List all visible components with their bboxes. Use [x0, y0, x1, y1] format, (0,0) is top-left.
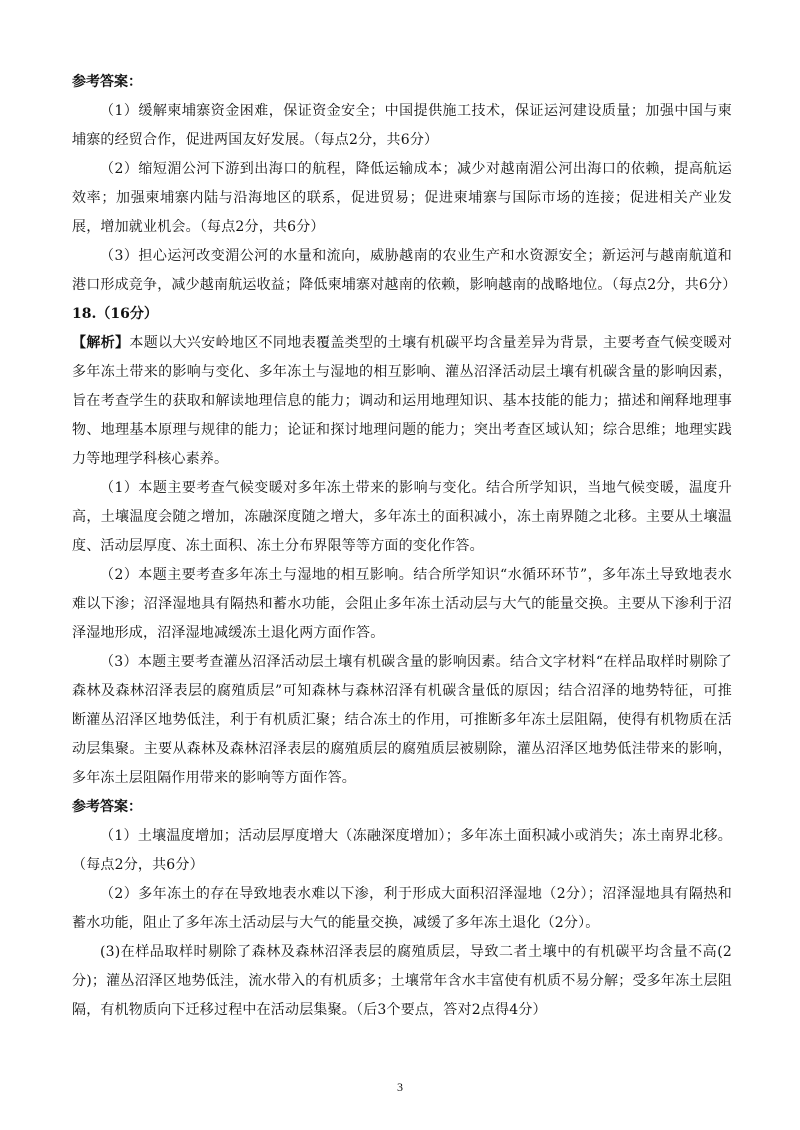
- section-b-answer-1: （1）土壤温度增加；活动层厚度增大（冻融深度增加）；多年冻土面积减小或消失；冻土南界北移。（每点2分，共6分）: [72, 828, 732, 873]
- section-a-answer-2: （2）缩短湄公河下游到出海口的航程，降低运输成本；减少对越南湄公河出海口的依赖，提高航运效率；加强柬埔寨内陆与沿海地区的联系，促进贸易；促进柬埔寨与国际市场的连接；促进相关产业发展，增加就业机会。（每点2分，共6分）: [72, 161, 732, 235]
- analysis-tag: 【解析】: [72, 335, 130, 351]
- section-b-answer-2: （2）多年冻土的存在导致地表水难以下渗，利于形成大面积沼泽湿地（2分）；沼泽湿地具有隔热和蓄水功能，阻止了多年冻土活动层与大气的能量交换，减缓了多年冻土退化（2分）。: [72, 886, 732, 931]
- page-number: 3: [397, 1080, 403, 1094]
- analysis-intro: [72, 329, 732, 474]
- analysis-item-2: （2）本题主要考查多年冻土与湿地的相互影响。结合所学知识“水循环环节”，多年冻土导致地表水难以下渗；沼泽湿地具有隔热和蓄水功能，会阻止多年冻土活动层与大气的能量交换。主要从下渗利于沼泽湿地形成，沼泽湿地减缓冻土退化两方面作答。: [72, 567, 732, 641]
- section-b-answer-3: (3)在样品取样时剔除了森林及森林沼泽表层的腐殖质层，导致二者土壤中的有机碳平均含量不高(2分)；灌丛沼泽区地势低洼，流水带入的有机质多；土壤常年含水丰富使有机质不易分解；受多年冻土层阻隔，有机物质向下迁移过程中在活动层集聚。（后3个要点，答对2点得4分）: [72, 944, 732, 1018]
- question-18-heading: 18.（16分）: [72, 306, 158, 322]
- answer-page: [72, 68, 737, 1025]
- analysis-item-3: （3）本题主要考查灌丛沼泽活动层土壤有机碳含量的影响因素。结合文字材料“在样品取样时剔除了森林及森林沼泽表层的腐殖质层”可知森林与森林沼泽有机碳含量低的原因；结合沼泽的地势特征，可推断灌丛沼泽区地势低洼，利于有机质汇聚；结合冻土的作用，可推断多年冻土层阻隔，使得有机物质在活动层集聚。主要从森林及森林沼泽表层的腐殖质层的腐殖质层被剔除，灌丛沼泽区地势低洼带来的影响，多年冻土层阻隔作用带来的影响等方面作答。: [72, 654, 732, 786]
- section-a-answer-1: （1）缓解柬埔寨资金困难，保证资金安全；中国提供施工技术，保证运河建设质量；加强中国与柬埔寨的经贸合作，促进两国友好发展。（每点2分，共6分）: [72, 103, 732, 148]
- section-a-answer-3: （3）担心运河改变湄公河的水量和流向，威胁越南的农业生产和水资源安全；新运河与越南航道和港口形成竞争，减少越南航运收益；降低柬埔寨对越南的依赖，影响越南的战略地位。（每点2分，共6分）: [72, 248, 737, 293]
- analysis-item-1: （1）本题主要考查气候变暖对多年冻土带来的影响与变化。结合所学知识，当地气候变暖，温度升高，土壤温度会随之增加，冻融深度随之增大，多年冻土的面积减小，冻土南界随之北移。主要从土壤温度、活动层厚度、冻土面积、冻土分布界限等等方面的变化作答。: [72, 480, 732, 554]
- section-b-heading: 参考答案：: [72, 799, 142, 815]
- analysis-intro-text: 本题以大兴安岭地区不同地表覆盖类型的土壤有机碳平均含量差异为背景，主要考查气候变暖对多年冻土带来的影响与变化、多年冻土与湿地的相互影响、灌丛沼泽活动层土壤有机碳含量的影响因素，旨在考查学生的获取和解读地理信息的能力；调动和运用地理知识、基本技能的能力；描述和阐释地理事物、地理基本原理与规律的能力；论证和探讨地理问题的能力；突出考查区域认知；综合思维；地理实践力等地理学科核心素养。: [72, 335, 732, 467]
- section-a-heading: 参考答案：: [72, 74, 142, 90]
